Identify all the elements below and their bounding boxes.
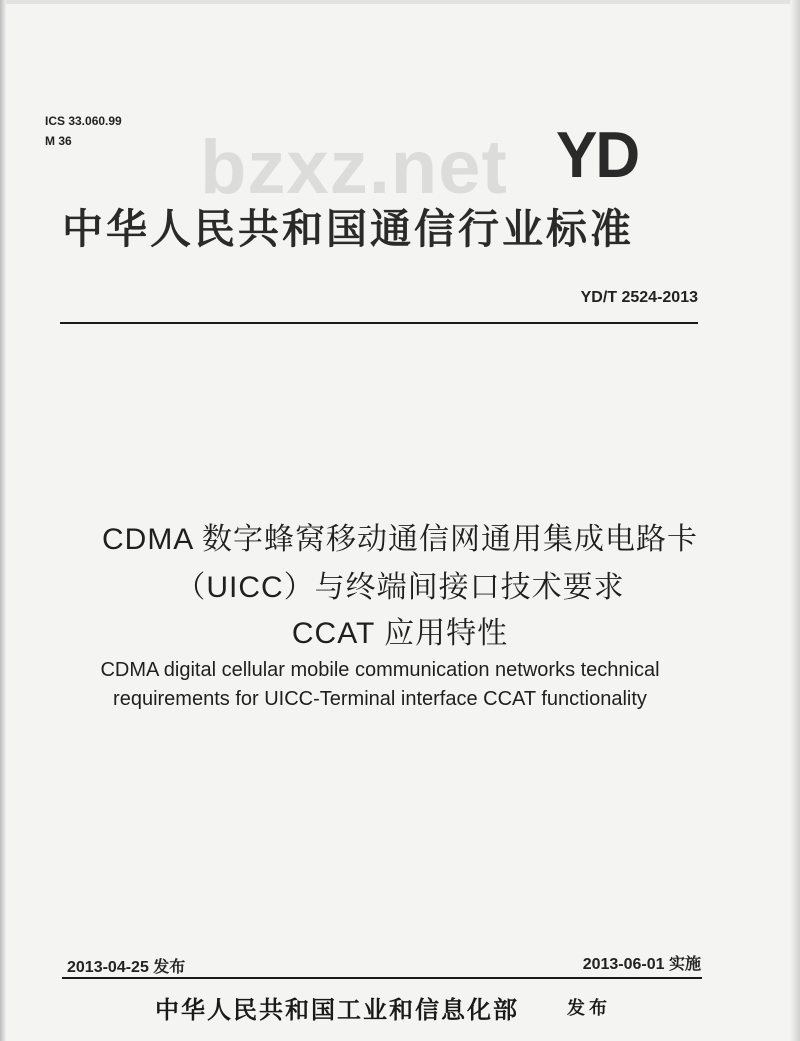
title-cn-line3: CCAT 应用特性 (291, 617, 509, 650)
category-code: M 36 (45, 134, 72, 148)
top-divider (60, 322, 698, 324)
publisher-suffix: 发布 (567, 998, 611, 1018)
yd-logo: YD (556, 119, 639, 192)
watermark-logo: bzxz.net (200, 125, 508, 210)
title-en-line1: CDMA digital cellular mobile communication networks technical (100, 659, 660, 681)
bottom-divider (62, 977, 702, 979)
ics-code: ICS 33.060.99 (45, 114, 122, 128)
issue-date: 2013-04-25 发布 (67, 959, 186, 976)
classification-block (45, 111, 122, 151)
standard-code: YD/T 2524-2013 (580, 289, 698, 306)
publisher: 中华人民共和国工业和信息化部 (155, 997, 519, 1024)
title-en-line2: requirements for UICC-Terminal interface CCAT functionality (113, 688, 647, 710)
implementation-date: 2013-06-01 实施 (582, 956, 701, 973)
standard-title: 中华人民共和国通信行业标准 (62, 206, 634, 252)
title-cn-line2: （UICC）与终端间接口技术要求 (175, 571, 625, 604)
title-cn-line1: CDMA 数字蜂窝移动通信网通用集成电路卡 (101, 523, 698, 556)
scan-edge-top (0, 0, 800, 4)
